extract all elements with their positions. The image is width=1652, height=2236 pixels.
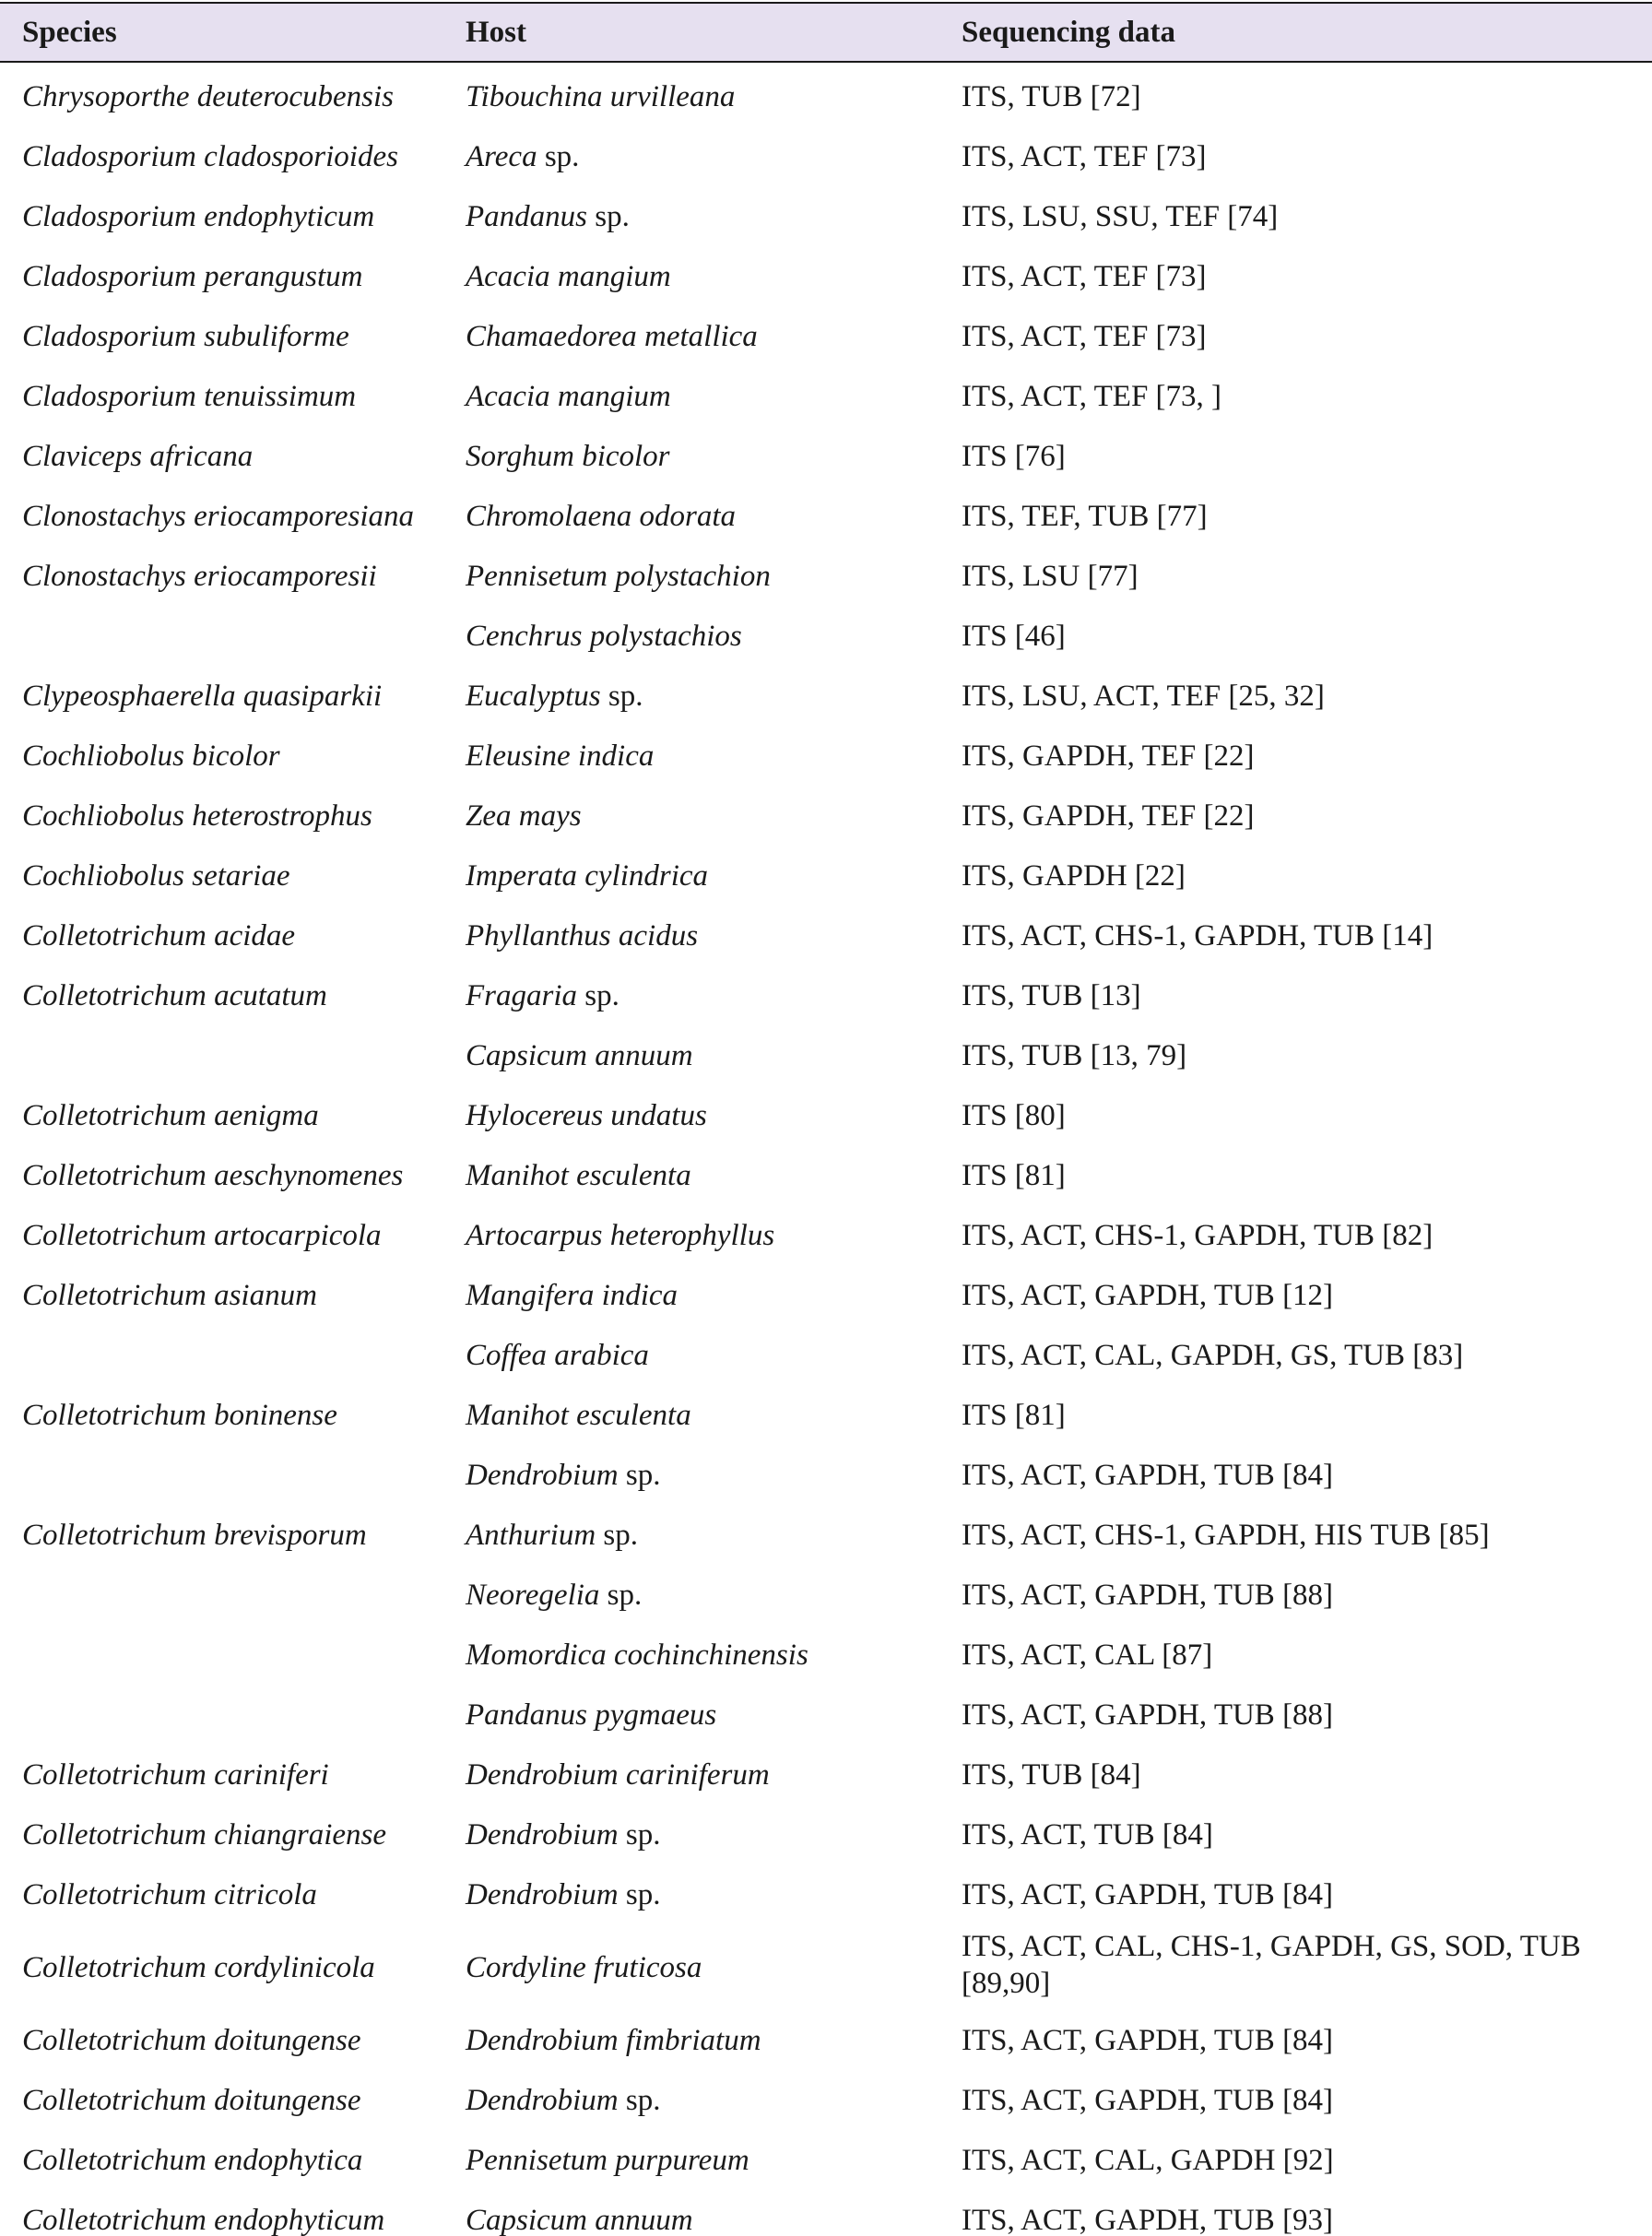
sequencing-cell: ITS, TUB [13, 79] [962, 1039, 1187, 1072]
host-cell [466, 1506, 638, 1566]
species-cell: Colletotrichum acutatum [22, 979, 327, 1012]
sequencing-cell: ITS, ACT, GAPDH, TUB [88] [962, 1698, 1334, 1732]
sequencing-cell: ITS, TUB [84] [962, 1758, 1141, 1792]
host-name: Dendrobium [466, 1459, 619, 1492]
host-cell [466, 1745, 770, 1805]
host-suffix: sp. [577, 979, 620, 1012]
host-cell [466, 1146, 691, 1206]
table-row [0, 607, 1652, 667]
host-name: Cenchrus polystachios [466, 620, 742, 653]
sequencing-cell: ITS, GAPDH, TEF [22] [962, 739, 1255, 773]
host-name: Tibouchina urvilleana [466, 80, 736, 113]
sequencing-cell: ITS [81] [962, 1399, 1066, 1432]
table-row [0, 2071, 1652, 2131]
table-row [0, 1745, 1652, 1805]
host-cell [466, 1626, 808, 1686]
host-cell [466, 247, 671, 307]
host-suffix: sp. [537, 140, 580, 173]
sequencing-cell: ITS, ACT, TEF [73] [962, 140, 1207, 173]
host-cell [466, 787, 582, 846]
host-name: Pennisetum purpureum [466, 2144, 749, 2177]
host-cell [466, 187, 630, 247]
host-name: Dendrobium cariniferum [466, 1758, 770, 1792]
header-host: Host [466, 16, 526, 49]
host-cell [466, 906, 698, 966]
host-cell [466, 667, 643, 727]
sequencing-cell: ITS, ACT, GAPDH, TUB [84] [962, 2084, 1334, 2117]
host-name: Acacia mangium [466, 380, 671, 413]
host-cell [466, 1206, 774, 1266]
table-row [0, 787, 1652, 846]
host-name: Pandanus pygmaeus [466, 1698, 717, 1732]
species-cell: Claviceps africana [22, 440, 254, 473]
sequencing-cell: ITS [76] [962, 440, 1066, 473]
host-name: Cordyline fruticosa [466, 1951, 702, 1984]
table-row [0, 667, 1652, 727]
sequencing-cell: ITS, ACT, GAPDH, TUB [84] [962, 1878, 1334, 1911]
host-name: Anthurium [466, 1519, 596, 1552]
table-row [0, 2131, 1652, 2191]
host-cell [466, 427, 670, 487]
header-sequencing: Sequencing data [962, 16, 1175, 49]
species-cell: Clonostachys eriocamporesiana [22, 500, 414, 533]
species-cell: Clonostachys eriocamporesii [22, 560, 377, 593]
host-name: Mangifera indica [466, 1279, 678, 1312]
species-cell: Clypeosphaerella quasiparkii [22, 680, 383, 713]
table-row [0, 1626, 1652, 1686]
species-cell: Colletotrichum endophyticum [22, 2204, 385, 2236]
sequencing-cell: ITS, ACT, CHS-1, GAPDH, TUB [14] [962, 919, 1434, 952]
table-row [0, 367, 1652, 427]
sequencing-cell: ITS, LSU, ACT, TEF [25, 32] [962, 680, 1325, 713]
table-row [0, 247, 1652, 307]
species-cell: Cochliobolus heterostrophus [22, 799, 372, 833]
host-cell [466, 67, 735, 127]
host-name: Chromolaena odorata [466, 500, 737, 533]
table-row [0, 307, 1652, 367]
species-cell: Colletotrichum artocarpicola [22, 1219, 382, 1252]
species-cell: Colletotrichum boninense [22, 1399, 337, 1432]
host-name: Eleusine indica [466, 739, 655, 773]
host-cell [466, 1566, 642, 1626]
host-suffix: sp. [618, 1818, 661, 1852]
host-cell [466, 2071, 660, 2131]
species-cell: Colletotrichum aeschynomenes [22, 1159, 404, 1192]
species-cell: Colletotrichum cordylinicola [22, 1951, 375, 1984]
species-cell: Colletotrichum doitungense [22, 2024, 361, 2057]
host-cell [466, 1805, 660, 1865]
host-cell [466, 547, 771, 607]
host-suffix: sp. [596, 1519, 639, 1552]
species-cell: Cochliobolus bicolor [22, 739, 280, 773]
species-cell: Colletotrichum chiangraiense [22, 1818, 387, 1852]
table-row [0, 1446, 1652, 1506]
sequencing-cell: ITS, ACT, GAPDH, TUB [93] [962, 2204, 1334, 2236]
host-name: Pandanus [466, 200, 587, 233]
sequencing-cell: ITS, ACT, GAPDH, TUB [84] [962, 2024, 1334, 2057]
sequencing-cell: ITS [81] [962, 1159, 1066, 1192]
host-cell [466, 727, 654, 787]
host-cell [466, 307, 758, 367]
host-name: Dendrobium [466, 2084, 619, 2117]
table-row [0, 906, 1652, 966]
host-cell [466, 966, 620, 1026]
species-cell: Colletotrichum brevisporum [22, 1519, 367, 1552]
species-cell: Cladosporium subuliforme [22, 320, 349, 353]
sequencing-cell: ITS, GAPDH, TEF [22] [962, 799, 1255, 833]
sequencing-cell: ITS, TUB [13] [962, 979, 1141, 1012]
sequencing-cell: ITS, ACT, CAL, GAPDH [92] [962, 2144, 1334, 2177]
host-name: Manihot esculenta [466, 1399, 691, 1432]
sequencing-cell: ITS, LSU, SSU, TEF [74] [962, 200, 1279, 233]
species-cell: Cladosporium perangustum [22, 260, 363, 293]
host-name: Artocarpus heterophyllus [466, 1219, 775, 1252]
host-cell [466, 1386, 691, 1446]
host-name: Phyllanthus acidus [466, 919, 699, 952]
table-row [0, 1805, 1652, 1865]
host-name: Capsicum annuum [466, 1039, 693, 1072]
sequencing-cell: ITS, ACT, TUB [84] [962, 1818, 1213, 1852]
species-cell: Colletotrichum aenigma [22, 1099, 319, 1132]
host-suffix: sp. [587, 200, 630, 233]
sequencing-cell: ITS, ACT, TEF [73, ] [962, 380, 1222, 413]
sequencing-cell: ITS, ACT, CAL, CHS-1, GAPDH, GS, SOD, TUB [89,90] [962, 1930, 1581, 2000]
host-name: Areca [466, 140, 537, 173]
host-cell [466, 1686, 716, 1745]
header-species: Species [22, 16, 117, 49]
sequencing-cell: ITS [46] [962, 620, 1066, 653]
species-cell: Colletotrichum doitungense [22, 2084, 361, 2117]
host-name: Pennisetum polystachion [466, 560, 771, 593]
table-row [0, 427, 1652, 487]
table-row [0, 187, 1652, 247]
host-name: Acacia mangium [466, 260, 671, 293]
table-row [0, 2011, 1652, 2071]
sequencing-cell: ITS, ACT, CHS-1, GAPDH, HIS TUB [85] [962, 1519, 1490, 1552]
species-cell: Cladosporium tenuissimum [22, 380, 357, 413]
species-cell: Colletotrichum asianum [22, 1279, 317, 1312]
table-row [0, 2191, 1652, 2236]
table-row [0, 1146, 1652, 1206]
species-cell: Cochliobolus setariae [22, 859, 290, 893]
host-suffix: sp. [618, 1459, 661, 1492]
table-row [0, 1566, 1652, 1626]
host-name: Capsicum annuum [466, 2204, 693, 2236]
host-suffix: sp. [599, 1579, 643, 1612]
host-name: Zea mays [466, 799, 582, 833]
table-row [0, 966, 1652, 1026]
host-cell [466, 487, 736, 547]
species-cell: Colletotrichum cariniferi [22, 1758, 329, 1792]
table-row [0, 127, 1652, 187]
host-cell [466, 1086, 707, 1146]
table-row [0, 1086, 1652, 1146]
table-header [0, 2, 1652, 63]
host-cell [466, 1865, 660, 1925]
table-row [0, 1686, 1652, 1745]
host-name: Dendrobium [466, 1818, 619, 1852]
host-suffix: sp. [618, 2084, 661, 2117]
sequencing-cell: ITS, ACT, CAL [87] [962, 1639, 1213, 1672]
host-cell [466, 2131, 749, 2191]
host-name: Fragaria [466, 979, 578, 1012]
species-cell: Colletotrichum citricola [22, 1878, 317, 1911]
host-cell [466, 2191, 693, 2236]
table-row [0, 1925, 1652, 2011]
table-row [0, 727, 1652, 787]
sequencing-cell: ITS, TEF, TUB [77] [962, 500, 1208, 533]
table-row [0, 1026, 1652, 1086]
host-name: Chamaedorea metallica [466, 320, 758, 353]
host-name: Coffea arabica [466, 1339, 649, 1372]
host-cell [466, 1266, 678, 1326]
table-row [0, 547, 1652, 607]
sequencing-cell: ITS, ACT, GAPDH, TUB [84] [962, 1459, 1334, 1492]
sequencing-cell: ITS, ACT, TEF [73] [962, 320, 1207, 353]
table-row [0, 1206, 1652, 1266]
host-cell [466, 127, 579, 187]
host-cell [466, 1026, 693, 1086]
table-row [0, 487, 1652, 547]
host-cell [466, 1446, 660, 1506]
species-cell: Cladosporium endophyticum [22, 200, 375, 233]
host-name: Dendrobium [466, 1878, 619, 1911]
host-suffix: sp. [618, 1878, 661, 1911]
sequencing-cell: ITS, TUB [72] [962, 80, 1141, 113]
sequencing-cell: ITS [80] [962, 1099, 1066, 1132]
species-cell: Cladosporium cladosporioides [22, 140, 398, 173]
host-cell [466, 2011, 761, 2071]
table-row [0, 1506, 1652, 1566]
sequencing-cell: ITS, ACT, CHS-1, GAPDH, TUB [82] [962, 1219, 1434, 1252]
host-cell [466, 367, 671, 427]
table-row [0, 1865, 1652, 1925]
table-row [0, 1266, 1652, 1326]
host-name: Imperata cylindrica [466, 859, 709, 893]
sequencing-cell: ITS, GAPDH [22] [962, 859, 1186, 893]
sequencing-cell: ITS, ACT, CAL, GAPDH, GS, TUB [83] [962, 1339, 1464, 1372]
host-cell [466, 1326, 649, 1386]
sequencing-cell: ITS, ACT, GAPDH, TUB [88] [962, 1579, 1334, 1612]
table-row [0, 1326, 1652, 1386]
host-cell [466, 1925, 702, 2011]
host-suffix: sp. [600, 680, 643, 713]
sequencing-cell: ITS, LSU [77] [962, 560, 1139, 593]
host-name: Momordica cochinchinensis [466, 1639, 808, 1672]
sequencing-cell: ITS, ACT, GAPDH, TUB [12] [962, 1279, 1334, 1312]
host-name: Manihot esculenta [466, 1159, 691, 1192]
host-name: Dendrobium fimbriatum [466, 2024, 761, 2057]
table-row [0, 1386, 1652, 1446]
host-name: Sorghum bicolor [466, 440, 670, 473]
species-cell: Colletotrichum acidae [22, 919, 296, 952]
species-cell: Colletotrichum endophytica [22, 2144, 363, 2177]
species-cell: Chrysoporthe deuterocubensis [22, 80, 394, 113]
sequencing-cell: ITS, ACT, TEF [73] [962, 260, 1207, 293]
host-name: Neoregelia [466, 1579, 600, 1612]
host-name: Hylocereus undatus [466, 1099, 707, 1132]
host-cell [466, 846, 708, 906]
table-row [0, 846, 1652, 906]
host-cell [466, 607, 742, 667]
table-row [0, 67, 1652, 127]
host-name: Eucalyptus [466, 680, 601, 713]
